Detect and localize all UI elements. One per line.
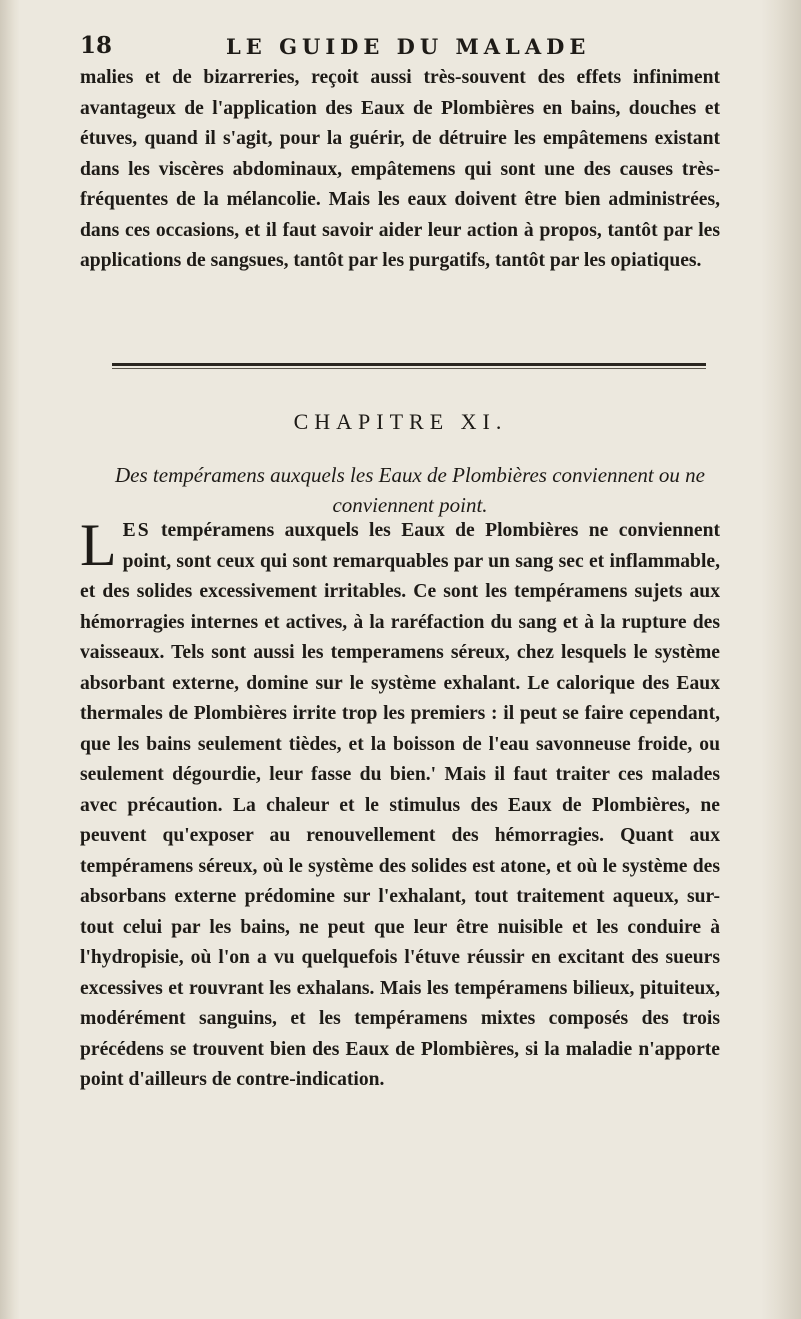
- running-title: LE GUIDE DU MALADE: [226, 34, 591, 59]
- chapter-text: tempéramens auxquels les Eaux de Plombières ne conviennent point, sont ceux qui sont remarquables par un sang sec et inflammable, et des solides excessivement irritables. Ce sont les tempéramens sujets aux hémorragies internes et actives, à la raréfaction du sang et à la rupture des vaisseaux. Tels sont aussi les temperamens séreux, chez lesquels le système absorbant externe, domine sur le système exhalant. Le calorique des Eaux thermales de Plombières irrite trop les premiers : il peut se faire cependant, que les bains seulement tièdes, et la boisson de l'eau savonneuse froide, ou seulement dégourdie, leur fasse du bien.' Mais il faut traiter ces malades avec précaution. La chaleur et le stimulus des Eaux de Plombières, ne peuvent qu'exposer au renouvellement des hémorragies. Quant aux tempéramens séreux, où le système des solides est atone, et où le système des absorbans externe prédomine sur l'exhalant, tout traitement aqueux, sur-tout celui par les bains, ne peut que leur être nuisible et les conduire à l'hydropisie, où l'on a vu quelquefois l'étuve réussir en excitant des sueurs excessives et rouvrant les exhalans. Mais les tempéramens bilieux, pituiteux, modérément sanguins, et les tempéramens mixtes composés des trois précédens se trouvent bien des Eaux de Plombières, si la maladie n'apporte point d'ailleurs de contre-indication.: [80, 520, 721, 1090]
- page-number: 18: [80, 32, 113, 59]
- chapter-paragraph: [80, 512, 721, 1096]
- first-word-rest: ES: [122, 520, 151, 541]
- running-head: [80, 32, 720, 62]
- chapter-subtitle: Des tempéramens auxquels les Eaux de Plombières conviennent ou ne conviennent point.: [115, 463, 705, 517]
- paragraph-continued: malies et de bizarreries, reçoit aussi très-souvent des effets infiniment avantageux de l'application des Eaux de Plombières en bains, douches et étuves, quand il s'agit, pour la guérir, de détruire les empâtemens existant dans les viscères abdominaux, empâtemens qui sont une des causes très-fréquentes de la mélancolie. Mais les eaux doivent être bien administrées, dans ces occasions, et il faut savoir aider leur action à propos, tantôt par les applications de sangsues, tantôt par les purgatifs, tantôt par les opiatiques.: [80, 67, 720, 271]
- drop-cap: L: [80, 512, 117, 578]
- chapter-heading: CHAPITRE XI.: [293, 409, 508, 434]
- page-shadow-right: [761, 0, 801, 1319]
- page-shadow-left: [0, 0, 20, 1319]
